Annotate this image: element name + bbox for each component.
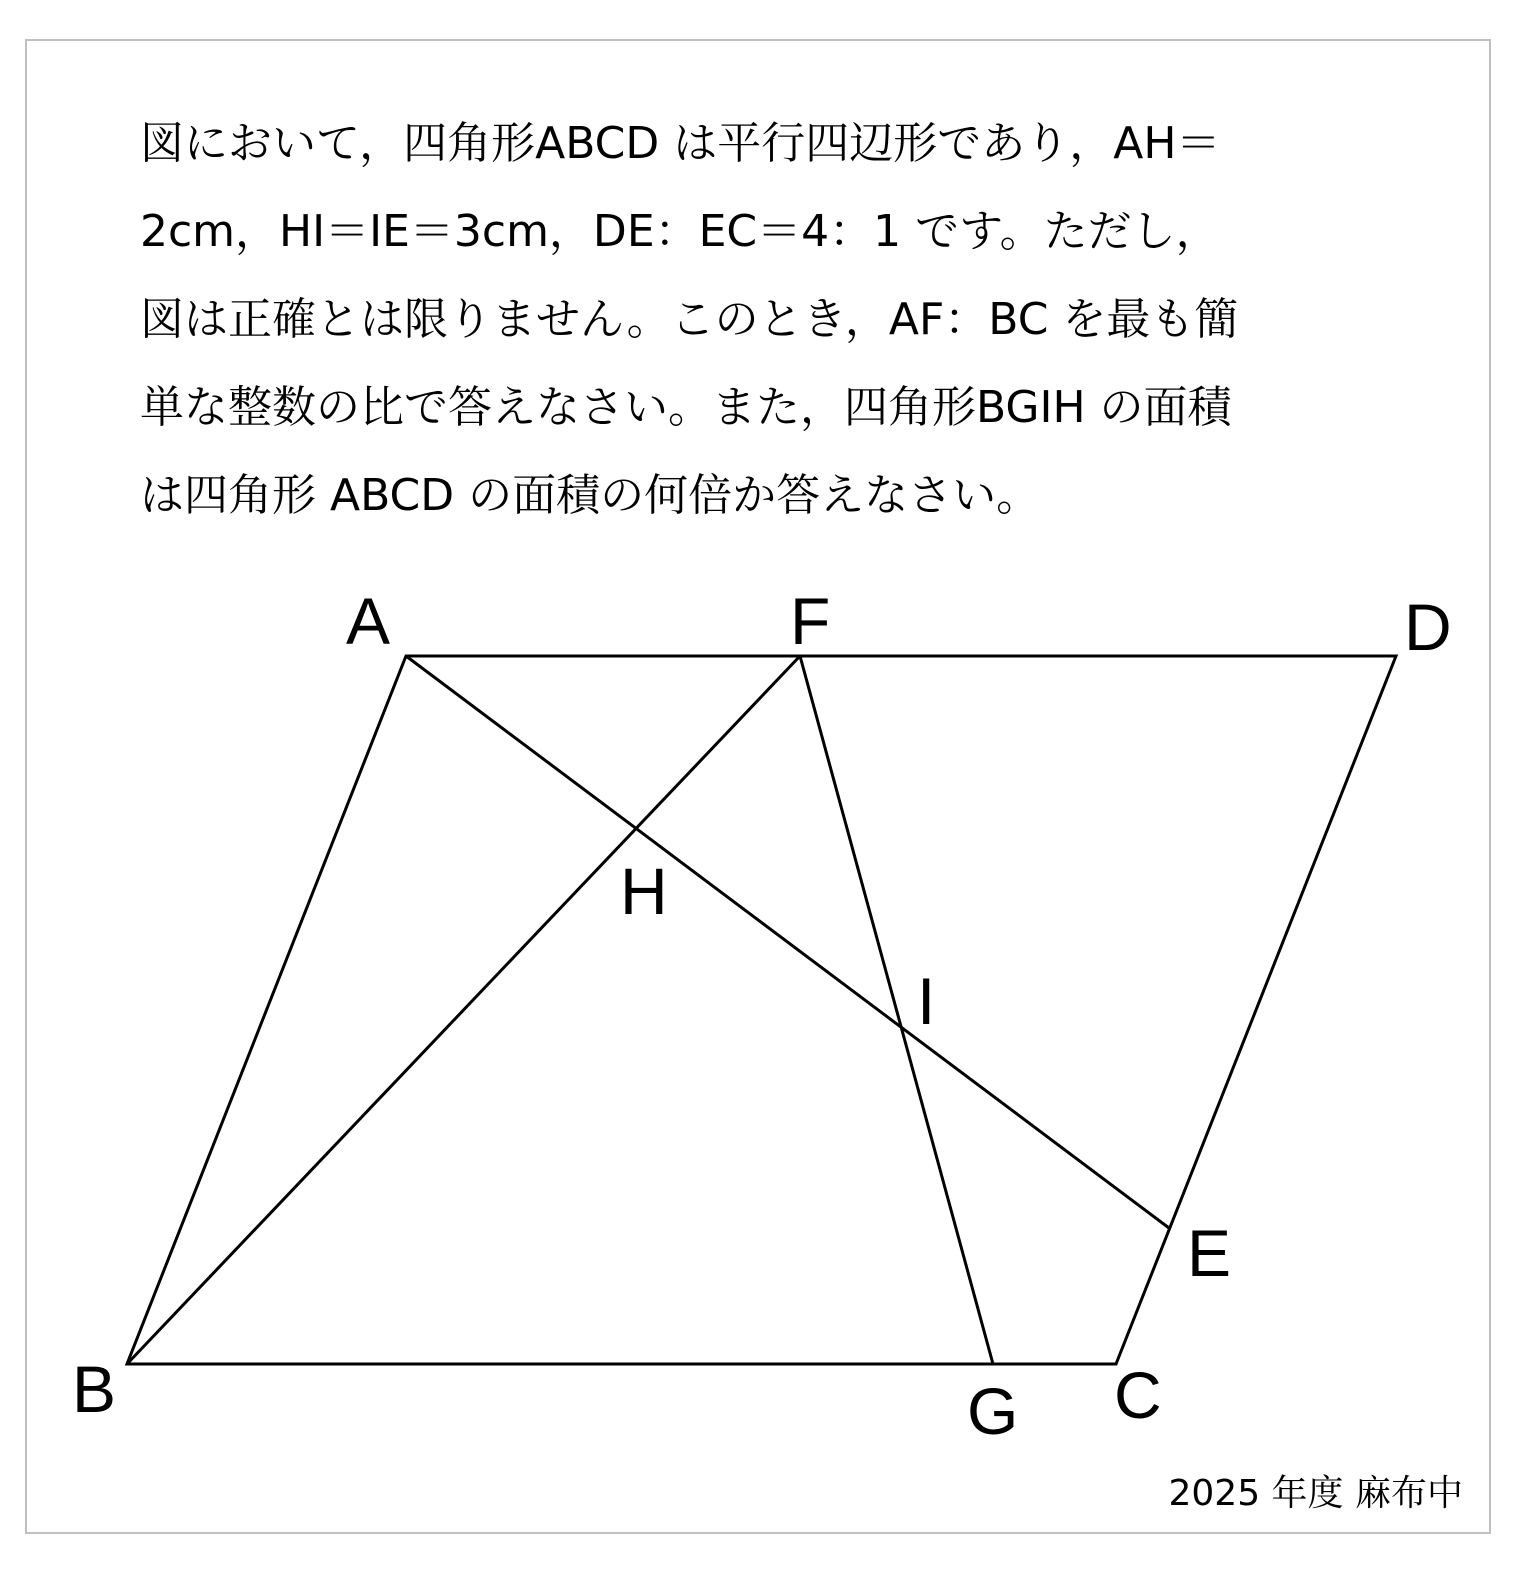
point-label-c: C — [1114, 1358, 1162, 1432]
point-label-b: B — [72, 1352, 117, 1426]
segment-bf — [127, 656, 800, 1364]
point-label-i: I — [917, 964, 936, 1038]
segment-ae — [406, 656, 1169, 1228]
point-label-g: G — [967, 1374, 1019, 1448]
point-label-h: H — [620, 854, 668, 928]
point-label-f: F — [790, 584, 831, 658]
problem-line-1: 図において，四角形ABCD は平行四辺形であり，AH＝ — [140, 118, 1221, 169]
point-label-e: E — [1187, 1216, 1232, 1290]
problem-line-3: 図は正確とは限りません。このとき，AF：BC を最も簡 — [140, 294, 1239, 345]
problem-line-5: は四角形 ABCD の面積の何倍か答えなさい。 — [140, 470, 1041, 521]
problem-line-4: 単な整数の比で答えなさい。また，四角形BGIH の面積 — [140, 382, 1232, 433]
point-label-a: A — [346, 584, 391, 658]
problem-line-2: 2cm，HI＝IE＝3cm，DE：EC＝4：1 です。ただし， — [140, 206, 1220, 257]
point-label-d: D — [1404, 590, 1452, 664]
source-credit: 2025 年度 麻布中 — [1168, 1473, 1463, 1514]
segment-fg — [800, 656, 993, 1364]
